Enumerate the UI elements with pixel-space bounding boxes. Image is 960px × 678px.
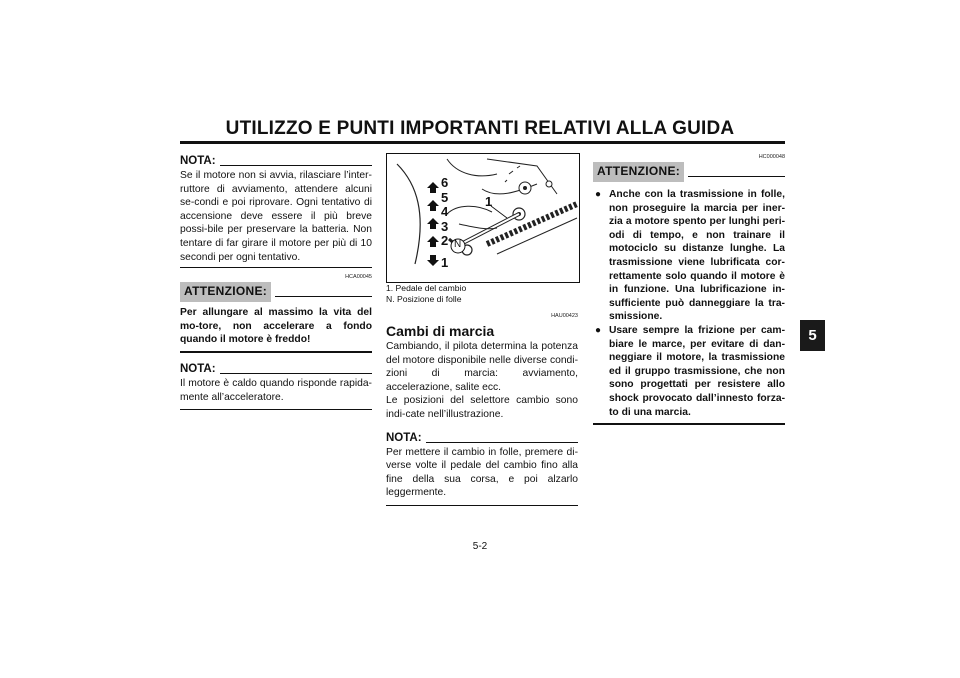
gear-number: 4	[441, 204, 449, 219]
section-title: Cambi di marcia	[386, 323, 495, 339]
gear-number: 5	[441, 189, 449, 205]
body-paragraph: Le posizioni del selettore cambio sono indi-cate nell’illustrazione.	[386, 395, 578, 420]
reference-code: HC000048	[758, 154, 785, 160]
caption-item: N. Posizione di folle	[386, 294, 462, 304]
nota-rule-2	[220, 373, 372, 374]
nota-heading	[386, 430, 578, 446]
callout-n: N	[454, 239, 462, 250]
gear-number: 6	[441, 175, 449, 190]
nota-label: NOTA:	[386, 431, 422, 444]
header-rule	[180, 141, 785, 144]
body-paragraph: Cambiando, il pilota determina la potenza del motore disponibile nelle diverse condi-zioni di marcia: avviamento, accelerazione, salite ecc.	[386, 341, 578, 393]
nota-heading-2	[180, 361, 372, 377]
attenzione-rule	[275, 296, 372, 297]
page-title: UTILIZZO E PUNTI IMPORTANTI RELATIVI ALLA GUIDA	[225, 118, 735, 139]
figure-caption	[386, 283, 578, 305]
nota-label: NOTA:	[180, 155, 216, 168]
nota-rule	[426, 442, 578, 443]
reference-code: HCA00045	[345, 274, 372, 281]
gear-pedal-illustration	[387, 154, 579, 282]
bullet-icon: ●	[595, 324, 602, 336]
attenzione-text: Per allungare al massimo la vita del mo-tore, non accelerare a fondo quando il motore è freddo!	[180, 306, 372, 353]
nota-text: Se il motore non si avvia, rilasciare l’inter-ruttore di avviamento, attendere alcuni se-condi e poi riprovare. Ogni tentativo di accensione deve essere il più breve possi-bile per preservare la batteria. Non tentare di far girare il motore per più di 10 secondi per ogni tentativo.	[180, 169, 372, 268]
attenzione-heading	[180, 281, 372, 303]
gear-number-list	[441, 176, 448, 249]
column-right	[593, 153, 785, 425]
nota-rule	[220, 165, 372, 166]
nota-text: Per mettere il cambio in folle, premere di-verse volte il pedale del cambio fino alla fine della sua corsa, e poi alzarlo leggermente.	[386, 446, 578, 506]
gear-number: 3	[441, 218, 449, 234]
callout-1: 1	[485, 194, 493, 209]
attenzione-label: ATTENZIONE:	[180, 282, 271, 302]
gear-number: 2	[441, 233, 449, 248]
column-middle	[386, 312, 578, 506]
nota-label-2: NOTA:	[180, 363, 216, 376]
caption-item: 1. Pedale del cambio	[386, 283, 467, 293]
list-item: ● Anche con la trasmissione in folle, non proseguire la marcia per iner-zia a motore spento per lunghi peri-odi di tempo, e non trainare il motociclo su distanze lunghe. La trasmissione viene lubrificata cor-rettamente solo quando il motore è in funzione. Una lubrificazione in-sufficiente può danneggiare la tra-smissione.	[595, 189, 785, 323]
chapter-tab: 5	[800, 320, 825, 351]
reference-code: HAU00423	[551, 313, 578, 319]
bullet-icon: ●	[595, 189, 602, 200]
column-left	[180, 153, 372, 410]
gear-number: 1	[441, 255, 449, 270]
attenzione-heading	[593, 161, 785, 183]
warning-list	[593, 188, 785, 425]
attenzione-rule	[688, 176, 785, 177]
nota-text-2: Il motore è caldo quando risponde rapida-mente all’acceleratore.	[180, 377, 372, 410]
list-item: ● Usare sempre la frizione per cam-biare le marce, per evitare di dan-neggiare il motore, la trasmissione ed il gruppo trasmissione, che non sono progettati per resistere allo shock provocato dall’innesto forza-to di una marcia.	[595, 324, 785, 418]
nota-heading	[180, 153, 372, 169]
shift-pattern-figure	[386, 153, 580, 283]
page-number: 5-2	[472, 541, 488, 552]
attenzione-label: ATTENZIONE:	[593, 162, 684, 182]
